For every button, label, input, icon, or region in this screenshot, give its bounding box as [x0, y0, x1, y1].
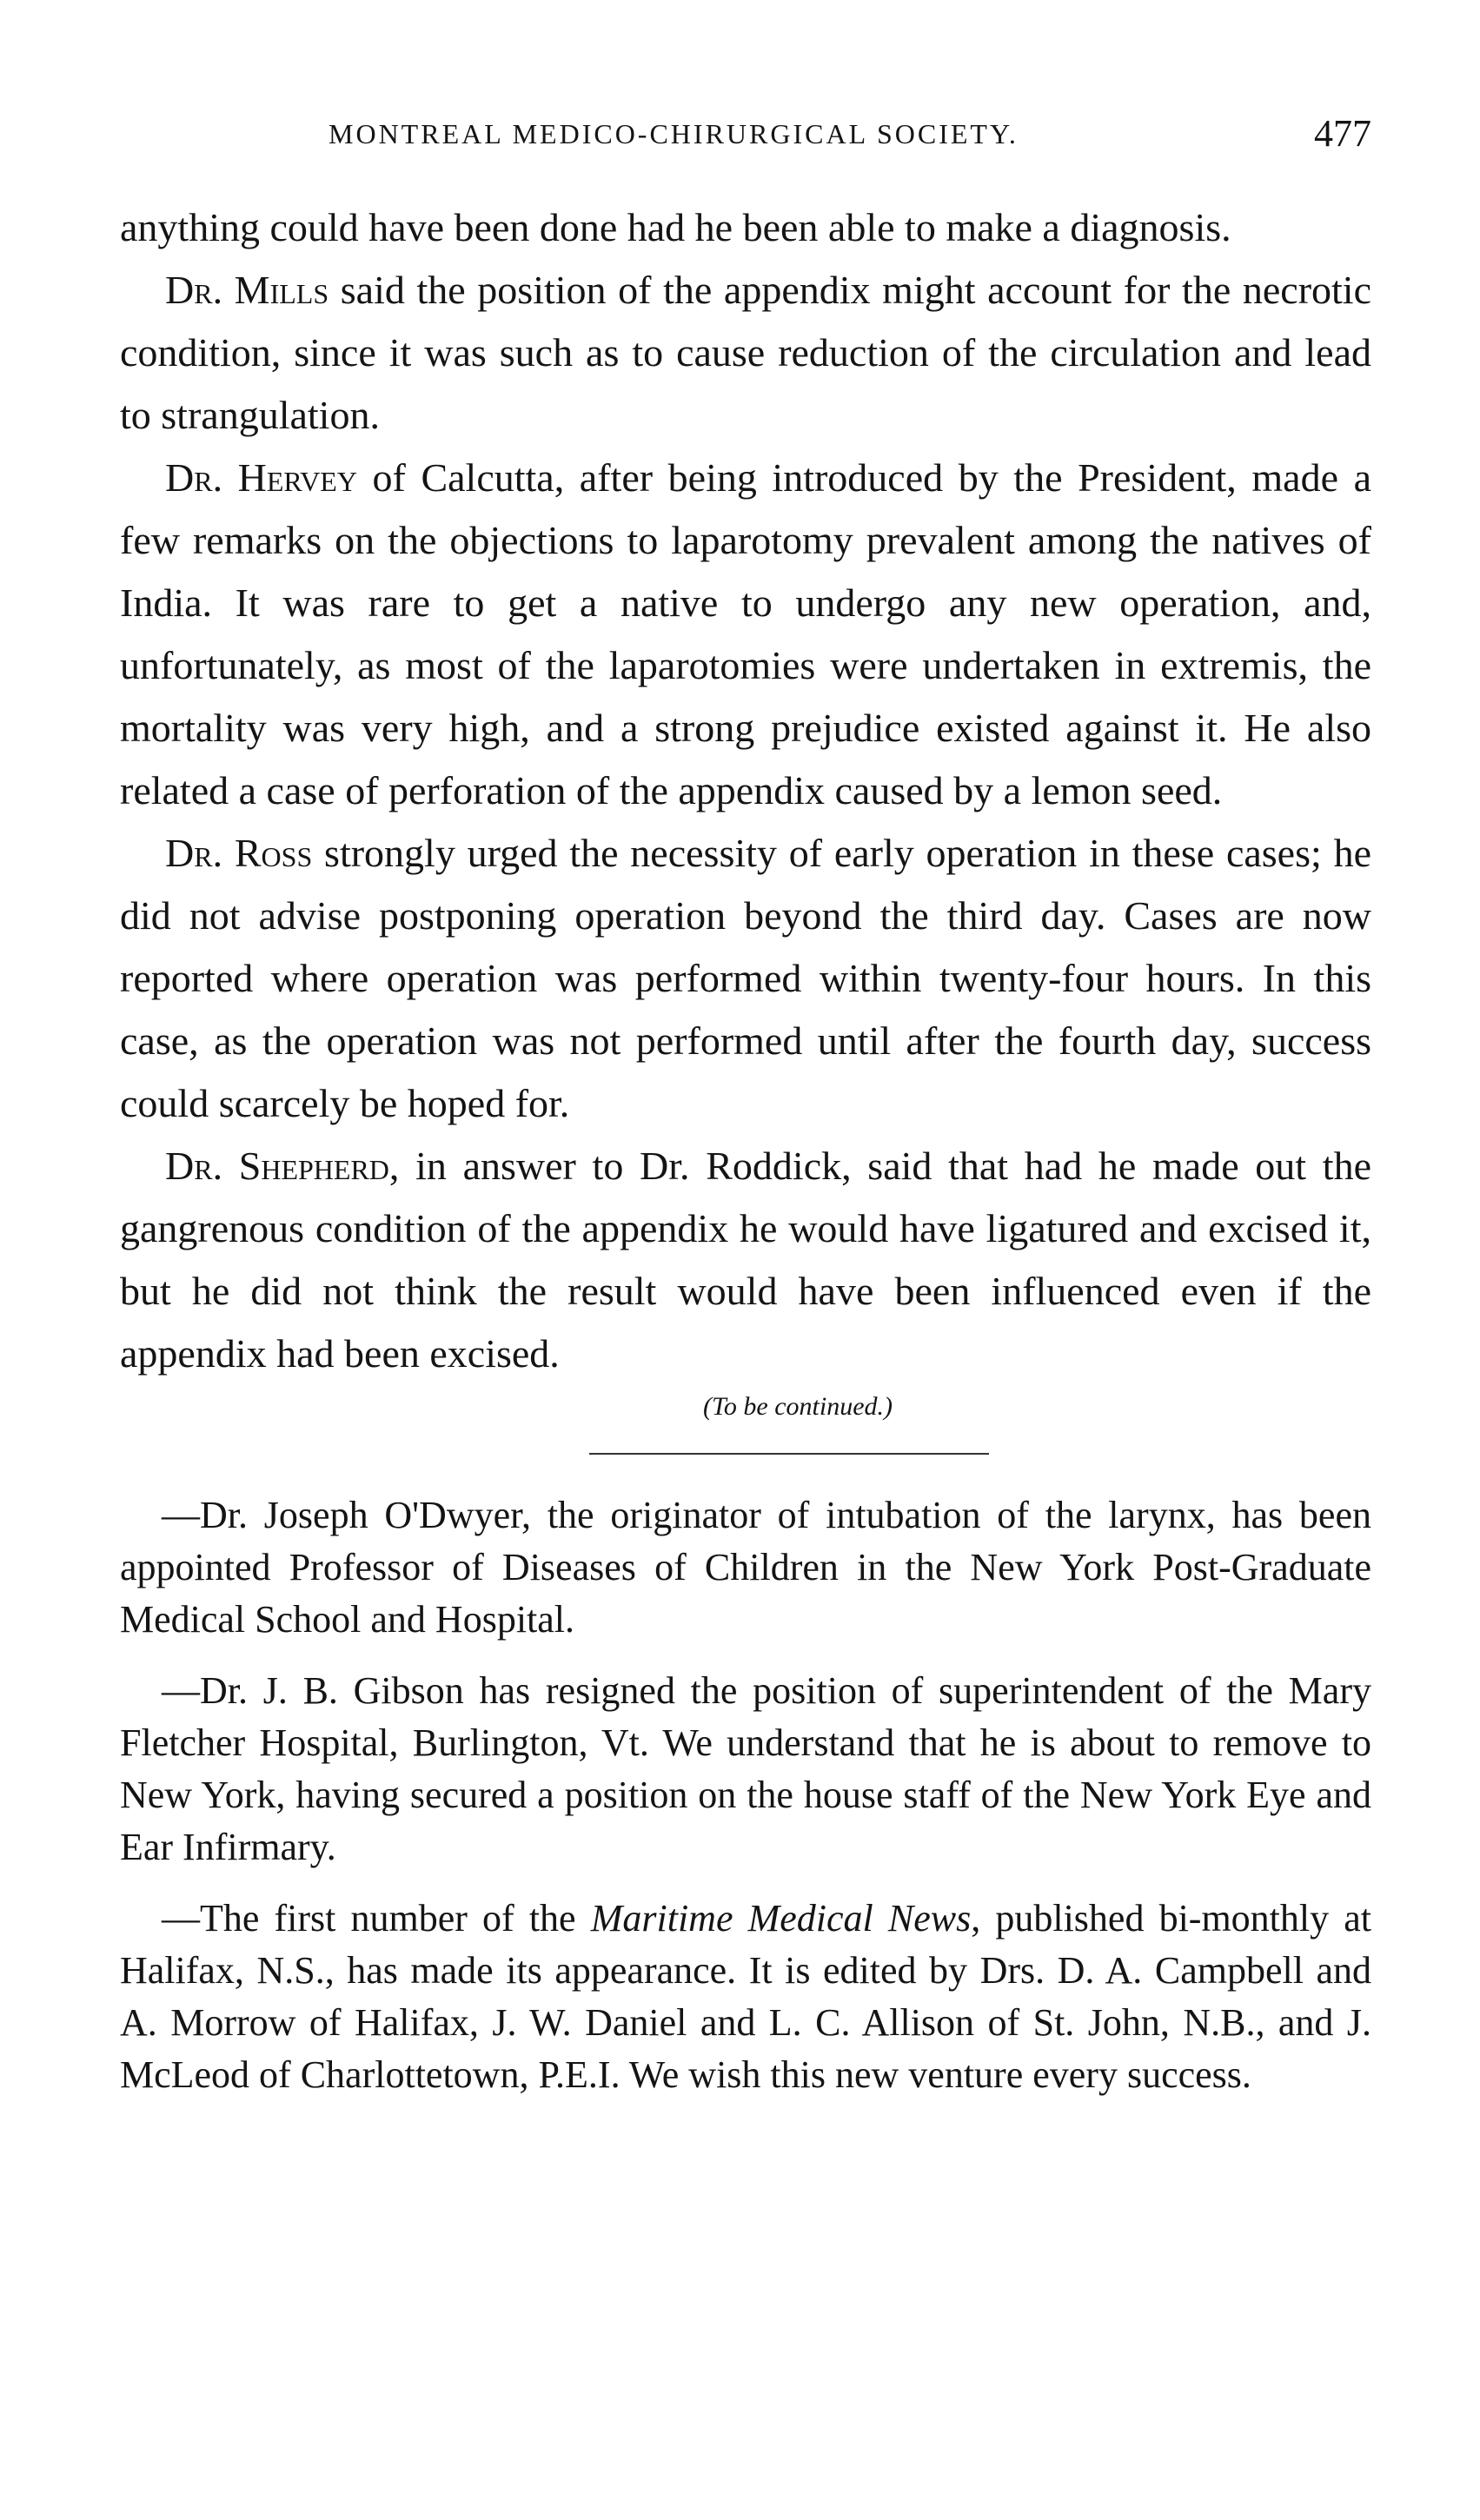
- note-text: —The first number of the: [162, 1897, 591, 1940]
- society-proceedings: [120, 196, 1371, 1422]
- speaker-name: Dr. Mills: [165, 268, 329, 312]
- news-notes: [120, 1489, 1371, 2101]
- page-number: 477: [1314, 112, 1371, 155]
- note-gibson: —Dr. J. B. Gibson has resigned the position of superintendent of the Mary Fletcher Hospital, Burlington, Vt. We understand that he is about to remove to New York, having secured a position on the house staff of the New York Eye and Ear Infirmary.: [120, 1669, 1371, 1868]
- running-head: [120, 111, 1371, 163]
- speaker-name: Dr. Shepherd: [165, 1144, 389, 1188]
- to-be-continued: (To be continued.): [702, 1392, 893, 1421]
- journal-page: [120, 111, 1371, 2101]
- paragraph-text: strongly urged the necessity of early operation in these cases; he did not advise postponing operation beyond the third day. Cases are now reported where operation was performed within twenty-four hours. In this case, as the operation was not performed until after the fourth day, success could scarcely be hoped for.: [120, 831, 1371, 1125]
- note-text: , published bi-monthly at Halifax, N.S., has made its appearance. It is edited by Drs. D. A. Campbell and A. Morrow of Halifax, J. W. Daniel and L. C. Allison of St. John, N.B., and J. McLeod of Charlottetown, P.E.I. We wish this new venture every success.: [120, 1897, 1372, 2096]
- speaker-name: Dr. Ross: [165, 831, 313, 875]
- paragraph-dr-hervey: [120, 447, 1371, 822]
- paragraph-text: said the position of the appendix might account for the necrotic condition, since it was such as to cause reduction of the circulation and lead to strangulation.: [120, 268, 1371, 437]
- journal-title: Maritime Medical News: [590, 1897, 972, 1940]
- running-title: MONTREAL MEDICO-CHIRURGICAL SOCIETY.: [329, 118, 1019, 149]
- paragraph-dr-ross: [120, 822, 1371, 1135]
- paragraph-text: of Calcutta, after being introduced by the President, made a few remarks on the objections to laparotomy prevalent among the natives of India. It was rare to get a native to undergo any new operation, and, unfortunately, as most of the laparotomies were undertaken in extremis, the mortality was very high, and a strong prejudice existed against it. He also related a case of perforation of the appendix caused by a lemon seed.: [120, 455, 1371, 812]
- paragraph-text: , in answer to Dr. Roddick, said that had he made out the gangrenous condition of the appendix he would have ligatured and excised it, but he did not think the result would have been influenced even if the appendix had been excised.: [120, 1144, 1371, 1376]
- note-maritime-medical-news: [120, 1893, 1371, 2101]
- paragraph-dr-mills: [120, 259, 1371, 447]
- section-divider: [589, 1453, 989, 1455]
- paragraph-diagnosis: anything could have been done had he been able to make a diagnosis.: [120, 205, 1231, 249]
- speaker-name: Dr. Hervey: [165, 455, 357, 500]
- note-odwyer: —Dr. Joseph O'Dwyer, the originator of intubation of the larynx, has been appointed Professor of Diseases of Children in the New York Post-Graduate Medical School and Hospital.: [120, 1494, 1371, 1641]
- paragraph-dr-shepherd: [120, 1135, 1371, 1385]
